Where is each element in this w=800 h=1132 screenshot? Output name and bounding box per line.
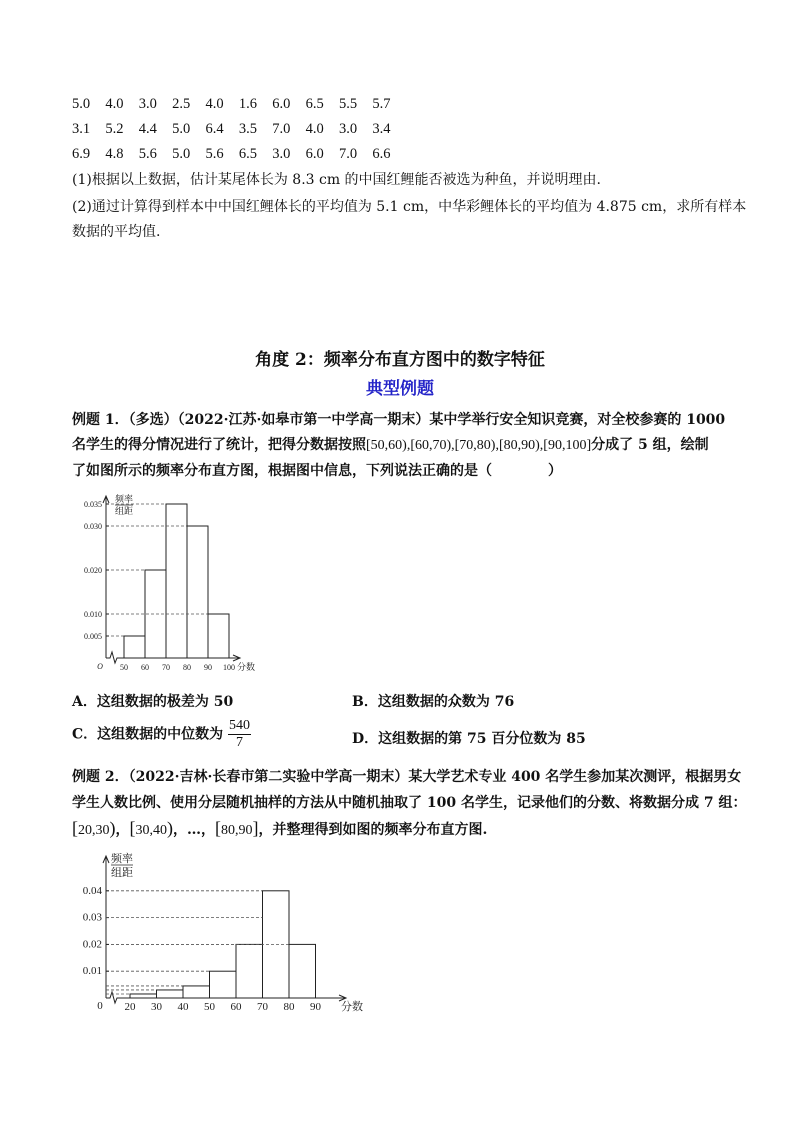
x-tick-label: 90 — [204, 663, 212, 672]
option-a: A．这组数据的极差为 50 — [72, 694, 234, 710]
data-row-3: 6.9 4.8 5.6 5.0 5.6 6.5 3.0 6.0 7.0 6.6 — [72, 146, 391, 162]
x-tick-label: 70 — [257, 1001, 268, 1013]
x-tick-label: 70 — [162, 663, 170, 672]
x-tick-label: 60 — [230, 1001, 242, 1013]
y-axis-label-numerator: 频率 — [111, 853, 133, 865]
example-1-line-1: 例题 1．（多选）（2022·江苏·如皋市第一中学高一期末）某中学举行安全知识竞赛，对全校参赛的 1000 — [72, 412, 726, 428]
x-axis-label: 分数 — [236, 662, 256, 672]
interval-2: 30,40 — [135, 823, 167, 838]
example-1-line-3: 了如图所示的频率分布直方图，根据图中信息，下列说法正确的是（ ） — [72, 463, 562, 479]
x-tick-label: 80 — [183, 663, 191, 672]
y-tick-label: 0.01 — [82, 965, 102, 978]
y-tick-label: 0.02 — [82, 938, 102, 951]
example-1-intervals: [50,60),[60,70),[70,80),[80,90),[90,100] — [366, 438, 592, 453]
sep-2: ， — [173, 822, 187, 838]
x-tick-label: 40 — [177, 1001, 189, 1013]
question-1: (1)根据以上数据，估计某尾体长为 8.3 cm 的中国红鲤能否被选为种鱼，并说明理由. — [72, 172, 602, 188]
option-b: B．这组数据的众数为 76 — [352, 694, 515, 710]
example-1-line-2-text: 名学生的得分情况进行了统计，把得分数据按照 — [72, 437, 366, 453]
question-2-line-1: (2)通过计算得到样本中中国红鲤体长的平均值为 5.1 cm，中华彩鲤体长的平均值为 4.875 cm，求所有样本 — [72, 199, 747, 215]
histogram-bar — [130, 994, 157, 998]
histogram-1 — [72, 490, 272, 680]
histogram-bar — [124, 636, 145, 658]
example-2-line-3-end: ，并整理得到如图的频率分布直方图. — [258, 822, 488, 838]
sep-3: ， — [201, 822, 215, 838]
y-tick-label: 0.035 — [84, 500, 102, 509]
histogram-bar — [289, 944, 316, 998]
histogram-bar — [208, 614, 229, 658]
x-tick-label: 100 — [223, 663, 235, 672]
ellipsis: … — [187, 822, 201, 838]
y-tick-label: 0.03 — [82, 911, 102, 924]
x-tick-label: 60 — [141, 663, 149, 672]
x-axis-label: 分数 — [341, 1001, 363, 1013]
x-tick-label: 30 — [151, 1001, 162, 1013]
option-c-fraction — [228, 718, 251, 751]
histogram-2-plot — [83, 851, 363, 1013]
x-tick-label: 50 — [204, 1001, 215, 1013]
histogram-2 — [72, 850, 372, 1022]
sep-1: ， — [115, 822, 130, 838]
example-2-line-2: 学生人数比例、使用分层随机抽样的方法从中随机抽取了 100 名学生，记录他们的分数、将数据分成 7 组： — [72, 795, 747, 811]
option-d: D．这组数据的第 75 百分位数为 85 — [352, 731, 586, 747]
y-tick-label: 0.04 — [82, 884, 102, 897]
y-tick-label: 0.030 — [84, 522, 102, 531]
data-row-1: 5.0 4.0 3.0 2.5 4.0 1.6 6.0 6.5 5.5 5.7 — [72, 96, 391, 112]
fraction-denominator: 7 — [236, 735, 244, 750]
example-2-line-1: 例题 2．（2022·吉林·长春市第二实验中学高一期末）某大学艺术专业 400 名学生参加某次测评，根据男女 — [72, 769, 742, 785]
histogram-bar — [183, 986, 210, 998]
histogram-bar — [166, 504, 187, 658]
section-title: 角度 2：频率分布直方图中的数字特征 — [255, 350, 545, 370]
histogram-bar — [187, 526, 208, 658]
y-axis-label-numerator: 频率 — [114, 494, 134, 504]
origin-label: 0 — [97, 1000, 103, 1012]
section-subtitle: 典型例题 — [366, 379, 434, 399]
x-tick-label: 80 — [283, 1001, 295, 1013]
interval-1: 20,30 — [78, 823, 110, 838]
histogram-bar — [210, 971, 237, 998]
fraction-numerator: 540 — [229, 718, 251, 733]
example-2-line-3: [20,30)，[30,40)，…，[80,90]，并整理得到如图的频率分布直方图. — [72, 818, 488, 838]
y-axis-label-denominator: 组距 — [114, 506, 134, 516]
y-tick-label: 0.020 — [84, 566, 102, 575]
histogram-1-plot — [84, 493, 255, 672]
x-tick-label: 90 — [310, 1001, 321, 1013]
example-1-line-2 — [72, 435, 709, 456]
y-tick-label: 0.005 — [84, 632, 102, 641]
histogram-bar — [236, 944, 263, 998]
question-2-line-2: 数据的平均值. — [72, 224, 161, 240]
option-c — [72, 718, 251, 751]
option-c-text: C．这组数据的中位数为 — [72, 726, 224, 743]
origin-label: O — [97, 662, 103, 671]
y-axis-label-denominator: 组距 — [111, 867, 133, 879]
x-tick-label: 20 — [124, 1001, 136, 1013]
data-row-2: 3.1 5.2 4.4 5.0 6.4 3.5 7.0 4.0 3.0 3.4 — [72, 121, 391, 137]
interval-3: 80,90 — [221, 823, 253, 838]
y-tick-label: 0.010 — [84, 610, 102, 619]
x-tick-label: 50 — [120, 663, 128, 672]
histogram-bar — [157, 990, 184, 998]
example-1-line-2-end: 分成了 5 组，绘制 — [591, 437, 709, 453]
